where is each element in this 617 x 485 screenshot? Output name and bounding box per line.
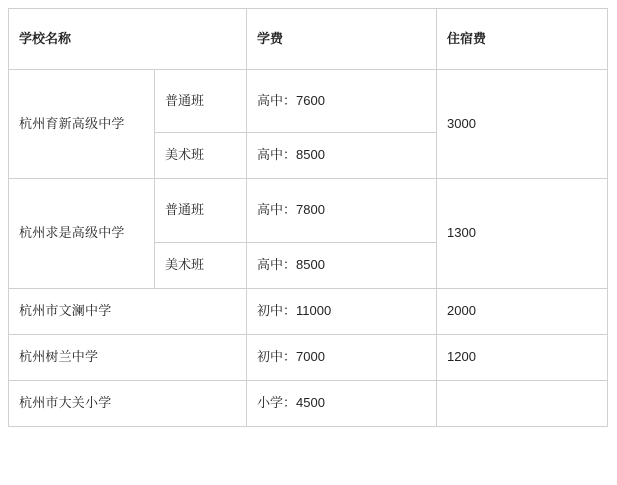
tuition-cell: 高中：7600 bbox=[247, 70, 437, 133]
school-fee-table bbox=[8, 8, 608, 427]
table-header-row bbox=[9, 9, 608, 70]
dorm-fee-cell: 1300 bbox=[437, 179, 608, 289]
school-name-cell: 杭州树兰中学 bbox=[9, 335, 247, 381]
column-header-tuition: 学费 bbox=[247, 9, 437, 70]
class-type-cell: 美术班 bbox=[155, 133, 247, 179]
dorm-fee-cell: 1200 bbox=[437, 335, 608, 381]
table-row bbox=[9, 70, 608, 133]
table-row bbox=[9, 179, 608, 243]
school-name-cell: 杭州市大关小学 bbox=[9, 381, 247, 427]
table-row bbox=[9, 381, 608, 427]
dorm-fee-cell bbox=[437, 381, 608, 427]
tuition-cell: 高中：8500 bbox=[247, 133, 437, 179]
school-name-cell: 杭州育新高级中学 bbox=[9, 70, 155, 179]
column-header-dorm: 住宿费 bbox=[437, 9, 608, 70]
school-name-cell: 杭州求是高级中学 bbox=[9, 179, 155, 289]
tuition-cell: 初中：7000 bbox=[247, 335, 437, 381]
tuition-cell: 初中：11000 bbox=[247, 289, 437, 335]
class-type-cell: 普通班 bbox=[155, 179, 247, 243]
dorm-fee-cell: 3000 bbox=[437, 70, 608, 179]
dorm-fee-cell: 2000 bbox=[437, 289, 608, 335]
school-name-cell: 杭州市文澜中学 bbox=[9, 289, 247, 335]
table-row bbox=[9, 289, 608, 335]
tuition-cell: 小学：4500 bbox=[247, 381, 437, 427]
class-type-cell: 普通班 bbox=[155, 70, 247, 133]
tuition-cell: 高中：8500 bbox=[247, 243, 437, 289]
tuition-cell: 高中：7800 bbox=[247, 179, 437, 243]
table-row bbox=[9, 335, 608, 381]
class-type-cell: 美术班 bbox=[155, 243, 247, 289]
column-header-school: 学校名称 bbox=[9, 9, 247, 70]
